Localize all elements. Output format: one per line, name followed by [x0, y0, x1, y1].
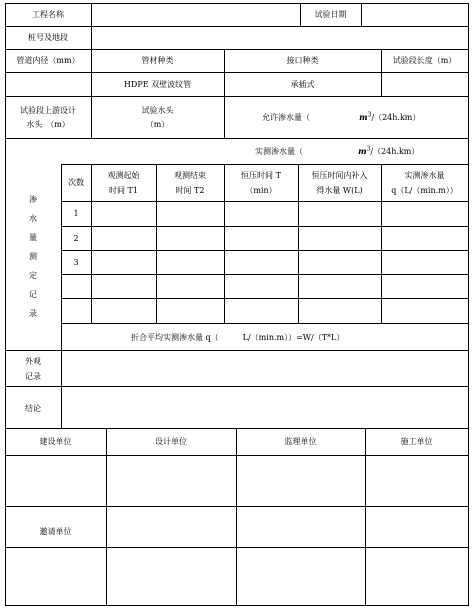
appearance-line-2: 记录	[25, 372, 41, 381]
upstream-head-label-line-1: 试验段上游设计	[20, 106, 76, 115]
rule	[5, 26, 469, 27]
col-refill-line-1: 恒压时间内补入	[311, 171, 368, 180]
joint-type-label: 接口种类	[286, 56, 319, 65]
rule	[468, 3, 469, 606]
segment-length-label: 试验段长度（m）	[392, 56, 457, 65]
station-label: 桩号及地段	[28, 33, 68, 42]
rule	[61, 274, 469, 275]
allowable-seepage-unit-sup: 3	[367, 111, 372, 119]
rule	[61, 298, 469, 299]
rule	[5, 547, 469, 548]
rule	[361, 3, 362, 27]
pipe-material-value: HDPE 双壁波纹管	[123, 80, 192, 89]
pipe-material-label: 管材种类	[141, 56, 174, 65]
upstream-head-label-line-2: 水头 （m）	[26, 120, 70, 129]
row-number: 1	[73, 209, 79, 218]
col-measured-line-2: q（L/（min.m））	[391, 186, 458, 195]
allowable-seepage-label	[262, 112, 420, 123]
measured-seepage-unit-sup: 3	[366, 145, 371, 153]
contractor-unit-label: 施工单位	[400, 437, 433, 446]
joint-type-value: 承插式	[290, 80, 315, 89]
allowable-seepage-text: 允许渗水量（	[262, 113, 310, 122]
rule	[224, 96, 225, 139]
col-start-line-2: 时间 T1	[109, 186, 138, 195]
rule	[236, 428, 237, 606]
rule	[61, 201, 469, 202]
conclusion-label: 结论	[25, 404, 41, 413]
rule	[5, 506, 469, 507]
rule	[5, 3, 469, 4]
project-name-label: 工程名称	[32, 10, 64, 19]
rule	[91, 26, 92, 50]
rule	[106, 428, 107, 606]
construction-unit-label: 建设单位	[39, 437, 72, 446]
appearance-record-label	[5, 354, 61, 384]
rule	[5, 455, 469, 456]
col-refill-header	[298, 168, 381, 198]
rule	[91, 3, 92, 27]
invited-unit-label: 邀请单位	[39, 527, 72, 536]
row-number: 3	[73, 258, 79, 267]
rule	[5, 96, 469, 97]
test-head-label-line-1: 试验水头	[141, 106, 174, 115]
rule	[5, 72, 469, 73]
col-duration-line-2: （min）	[245, 186, 277, 195]
rule	[5, 3, 6, 606]
col-end-line-1: 观测结束	[174, 171, 206, 180]
supervision-unit-label: 监理单位	[284, 437, 317, 446]
rule	[5, 428, 469, 429]
rule	[5, 350, 469, 351]
col-measured-header	[381, 168, 468, 198]
col-refill-line-2: 得水量 W(L)	[316, 186, 363, 195]
col-start-line-1: 观测起始	[107, 171, 140, 180]
seepage-section-label: 渗水量测定记录	[29, 195, 37, 318]
rule	[61, 323, 469, 324]
measured-seepage-unit-m: m	[358, 146, 367, 156]
col-end-header	[156, 168, 224, 198]
appearance-line-1: 外观	[25, 357, 41, 366]
row-number: 2	[73, 234, 79, 243]
col-start-header	[91, 168, 156, 198]
count-header: 次数	[68, 178, 84, 187]
rule	[61, 226, 469, 227]
average-seepage-formula: 折合平均实测渗水量 q（ L/（min.m））=W/（T*L）	[131, 333, 345, 342]
col-measured-line-1: 实测渗水量	[404, 171, 445, 180]
test-date-label: 试验日期	[314, 10, 347, 19]
rule	[61, 164, 469, 165]
rule	[5, 138, 469, 139]
measured-seepage-unit-rest: /（24h.km）	[370, 147, 420, 156]
col-end-line-2: 时间 T2	[175, 186, 205, 195]
pipe-diameter-label: 管道内径（mm）	[16, 56, 80, 65]
rule	[365, 428, 366, 606]
allowable-seepage-unit-m: m	[359, 112, 368, 122]
col-duration-line-1: 恒压时间 T	[241, 171, 281, 180]
design-unit-label: 设计单位	[155, 437, 187, 446]
rule	[5, 605, 469, 606]
rule	[5, 49, 469, 50]
rule	[61, 350, 62, 429]
test-head-label-line-2: （m）	[145, 120, 170, 129]
measured-seepage-text: 实测渗水量（	[255, 147, 303, 156]
test-head-label	[91, 104, 224, 132]
col-duration-header	[224, 168, 298, 198]
rule	[61, 250, 469, 251]
measured-seepage-label	[255, 146, 419, 157]
upstream-head-label	[5, 104, 91, 132]
rule	[5, 386, 469, 387]
allowable-seepage-unit-rest: /（24h.km）	[371, 113, 421, 122]
